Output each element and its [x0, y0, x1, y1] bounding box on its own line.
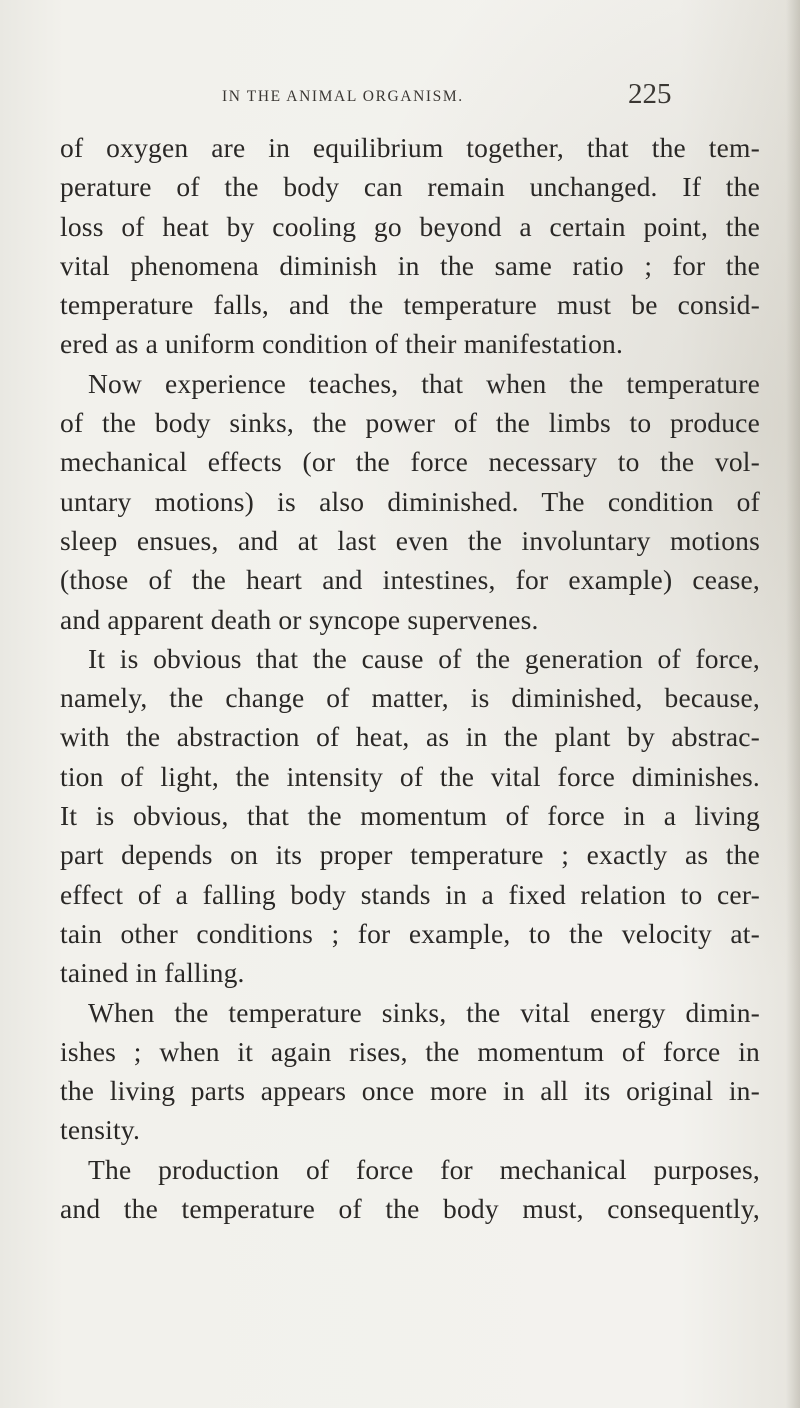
text-line: and apparent death or syncope supervenes.: [60, 603, 539, 635]
text-line: namely, the change of matter, is diminished, because,: [60, 682, 760, 714]
text-line: temperature falls, and the temperature must be consid-: [60, 289, 760, 321]
text-line: with the abstraction of heat, as in the plant by abstrac-: [60, 721, 760, 753]
text-line: the living parts appears once more in all its original in-: [60, 1075, 760, 1107]
text-line: It is obvious, that the momentum of force in a living: [60, 800, 760, 832]
text-line: ishes ; when it again rises, the momentum of force in: [60, 1035, 760, 1067]
text-line: Now experience teaches, that when the temperature: [88, 367, 760, 399]
text-line: tain other conditions ; for example, to the velocity at-: [60, 917, 760, 949]
text-line: effect of a falling body stands in a fixed relation to cer-: [60, 878, 760, 910]
page-edge-shadow: [786, 0, 800, 1408]
text-line: and the temperature of the body must, consequently,: [60, 1193, 760, 1225]
text-line: tained in falling.: [60, 957, 245, 989]
running-title: IN THE ANIMAL ORGANISM.: [222, 88, 464, 105]
text-line: of the body sinks, the power of the limbs to produce: [60, 407, 760, 439]
text-line: mechanical effects (or the force necessary to the vol-: [60, 446, 760, 478]
text-line: tion of light, the intensity of the vital force diminishes.: [60, 760, 760, 792]
text-line: loss of heat by cooling go beyond a certain point, the: [60, 210, 760, 242]
text-line: sleep ensues, and at last even the involuntary motions: [60, 524, 760, 556]
text-line: (those of the heart and intestines, for example) cease,: [60, 564, 760, 596]
running-head: [0, 78, 800, 118]
text-line: vital phenomena diminish in the same ratio ; for the: [60, 249, 760, 281]
text-line: When the temperature sinks, the vital energy dimin-: [88, 996, 760, 1028]
text-line: perature of the body can remain unchanged. If the: [60, 171, 760, 203]
page-number: 225: [628, 78, 672, 110]
text-line: of oxygen are in equilibrium together, that the tem-: [60, 132, 760, 163]
text-line: The production of force for mechanical purposes,: [88, 1153, 760, 1185]
text-line: tensity.: [60, 1114, 141, 1146]
body-text: [60, 128, 760, 1228]
text-line: ered as a uniform condition of their manifestation.: [60, 328, 624, 360]
text-line: It is obvious that the cause of the generation of force,: [88, 642, 760, 674]
text-line: part depends on its proper temperature ; exactly as the: [60, 839, 760, 871]
text-line: untary motions) is also diminished. The condition of: [60, 485, 760, 517]
